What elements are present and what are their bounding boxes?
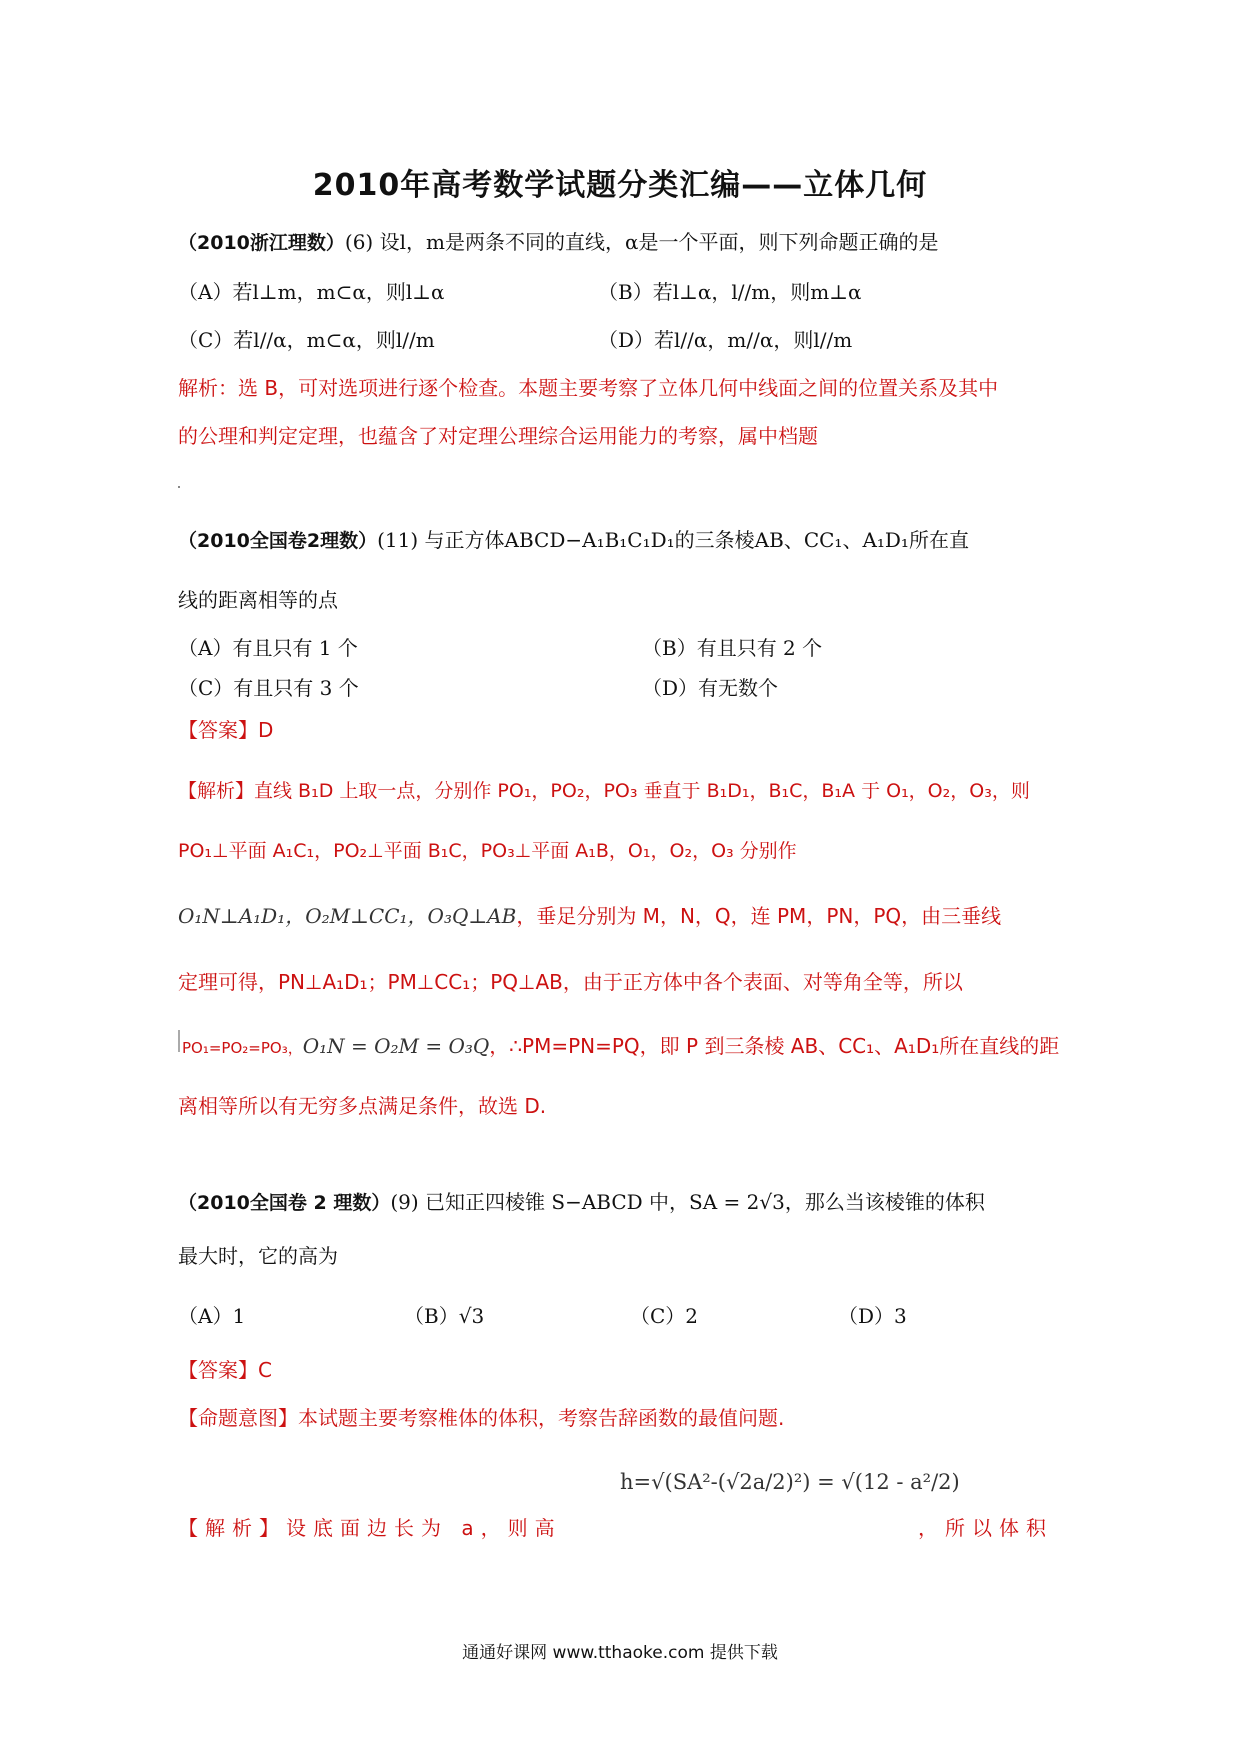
- q1-option-d: （D）若l//α，m//α，则l//m: [598, 328, 853, 352]
- q2-solution-line3: [178, 900, 1001, 929]
- q2-solution-line4: 定理可得，PN⊥A₁D₁；PM⊥CC₁；PQ⊥AB，由于正方体中各个表面、对等角全等，所以: [178, 970, 963, 994]
- q3-solution-label: 【解析】设底面边长为 a，则高: [178, 1516, 562, 1540]
- q2-solution-line1: 【解析】直线 B₁D 上取一点，分别作 PO₁，PO₂，PO₃ 垂直于 B₁D₁，B₁C，B₁A 于 O₁，O₂，O₃，则: [178, 780, 1030, 802]
- q2-stem-line2: 线的距离相等的点: [178, 588, 338, 612]
- q3-option-a: （A）1: [178, 1304, 246, 1328]
- q1-option-b: （B）若l⊥α，l//m，则m⊥α: [598, 280, 862, 304]
- q2-solution-line6: 离相等所以有无穷多点满足条件，故选 D.: [178, 1094, 547, 1118]
- q3-stem-line1: [178, 1186, 985, 1215]
- q2-equal-formula: O₁N = O₂M = O₃Q: [302, 1034, 490, 1058]
- q2-option-a: （A）有且只有 1 个: [178, 636, 358, 660]
- q2-solution-line5-text: ，∴PM=PN=PQ，即 P 到三条棱 AB、CC₁、A₁D₁所在直线的距: [489, 1034, 1060, 1058]
- q1-analysis-line1: 解析：选 B，可对选项进行逐个检查。本题主要考察了立体几何中线面之间的位置关系及其中: [178, 376, 999, 400]
- q3-stem-line2: 最大时，它的高为: [178, 1244, 338, 1268]
- q1-analysis-line2: 的公理和判定定理，也蕴含了对定理公理综合运用能力的考察，属中档题: [178, 424, 818, 448]
- q3-option-b: （B）√3: [404, 1304, 485, 1328]
- q1-source: （2010浙江理数）: [178, 232, 345, 254]
- q2-solution-line3-text: ，垂足分别为 M，N，Q，连 PM，PN，PQ，由三垂线: [516, 904, 1002, 928]
- q2-answer: 【答案】D: [178, 718, 274, 742]
- q3-option-c: （C）2: [630, 1304, 699, 1328]
- q2-option-b: （B）有且只有 2 个: [642, 636, 823, 660]
- stray-mark: [178, 486, 180, 488]
- q3-source: （2010全国卷 2 理数）: [178, 1192, 391, 1214]
- page-footer: 通通好课网 www.tthaoke.com 提供下载: [462, 1643, 778, 1663]
- q3-height-formula: h=√(SA²-(√2a/2)²) = √(12 - a²/2): [620, 1470, 960, 1494]
- q3-intent: 【命题意图】本试题主要考察椎体的体积，考察告辞函数的最值问题.: [178, 1406, 785, 1430]
- q2-option-c: （C）有且只有 3 个: [178, 676, 359, 700]
- q2-solution-line5: [182, 1030, 1059, 1059]
- q3-solution-end: ，所以体积: [918, 1516, 1053, 1540]
- q2-solution-line2: PO₁⊥平面 A₁C₁，PO₂⊥平面 B₁C，PO₃⊥平面 A₁B，O₁，O₂，O₃ 分别作: [178, 840, 797, 862]
- q1-option-a: （A）若l⊥m，m⊂α，则l⊥α: [178, 280, 445, 304]
- q1-stem: (6) 设l，m是两条不同的直线，α是一个平面，则下列命题正确的是: [344, 230, 939, 254]
- q2-perp-formula: O₁N⊥A₁D₁，O₂M⊥CC₁，O₃Q⊥AB: [178, 904, 517, 928]
- q1-option-c: （C）若l//α，m⊂α，则l//m: [178, 328, 435, 352]
- q2-option-d: （D）有无数个: [642, 676, 779, 700]
- q2-po-equal: PO₁=PO₂=PO₃，: [182, 1039, 303, 1057]
- cursor-mark: [178, 1030, 180, 1052]
- q1-stem-line: [178, 226, 938, 255]
- q2-stem-line1: [178, 524, 969, 553]
- q3-stem-1: (9) 已知正四棱锥 S−ABCD 中，SA = 2√3，那么当该棱锥的体积: [390, 1190, 985, 1214]
- q3-option-d: （D）3: [838, 1304, 907, 1328]
- q2-stem-1: (11) 与正方体ABCD−A₁B₁C₁D₁的三条棱AB、CC₁、A₁D₁所在直: [377, 528, 969, 552]
- q2-source: （2010全国卷2理数）: [178, 530, 378, 552]
- q3-answer: 【答案】C: [178, 1358, 272, 1382]
- page-title: 2010年高考数学试题分类汇编——立体几何: [312, 168, 928, 203]
